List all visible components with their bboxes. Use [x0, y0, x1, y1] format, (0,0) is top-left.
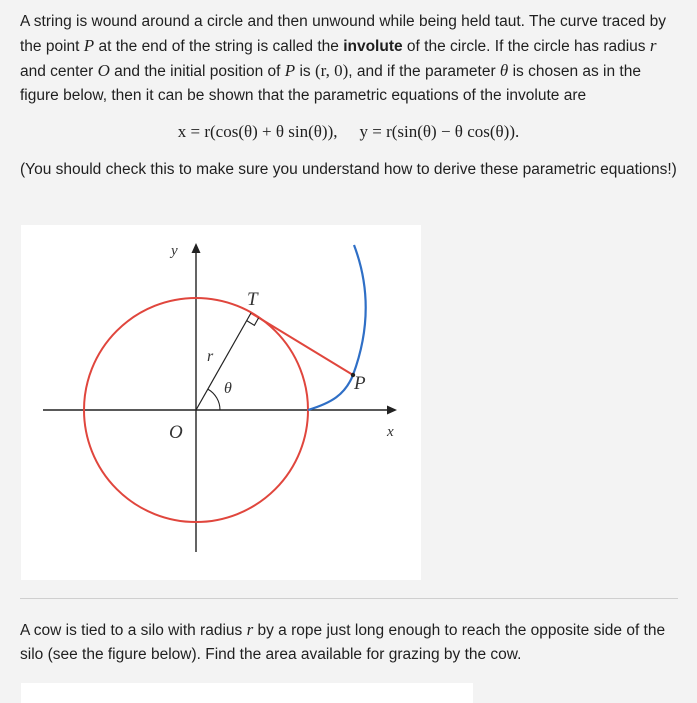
- right-angle-marker: [247, 318, 259, 326]
- intro-text-2: at the end of the string is called the: [94, 38, 344, 55]
- involute-figure: [21, 225, 421, 580]
- cow-text-2: by a rope just long enough to reach the opposite side of the silo (see the figure below). Find the area available for grazing by the cow.: [20, 622, 666, 663]
- symbol-o: O: [97, 61, 110, 80]
- section-divider: [20, 598, 678, 599]
- symbol-p: P: [83, 36, 95, 55]
- intro-text-1: A string is wound around a circle and then unwound while being held taut. The curve traced by the point: [20, 13, 666, 55]
- symbol-p-2: P: [284, 61, 296, 80]
- intro-text-3: of the circle. If the circle has radius: [402, 38, 650, 55]
- equation-y: y = r(sin(θ) − θ cos(θ)).: [359, 122, 520, 141]
- tangent-string: [251, 313, 353, 375]
- label-theta: θ: [224, 380, 232, 397]
- initial-position: (r, 0): [314, 61, 349, 80]
- label-x: x: [387, 424, 394, 440]
- symbol-theta: θ: [499, 61, 509, 80]
- label-y: y: [171, 243, 178, 259]
- cow-paragraph: [20, 618, 680, 667]
- involute-term: involute: [343, 38, 403, 55]
- note-paragraph: (You should check this to make sure you understand how to derive these parametric equations!): [20, 161, 677, 178]
- intro-paragraph: [20, 10, 680, 108]
- parametric-equations: [0, 122, 697, 142]
- x-axis-arrow-icon: [387, 406, 397, 415]
- intro-text-6: is: [295, 63, 315, 80]
- label-t: T: [247, 289, 258, 310]
- intro-text-4: and center: [20, 63, 98, 80]
- silo-figure: [21, 683, 473, 703]
- y-axis-arrow-icon: [192, 243, 201, 253]
- label-p: P: [354, 373, 366, 394]
- involute-diagram: [21, 225, 421, 580]
- cow-symbol-r: r: [246, 620, 254, 639]
- cow-text-1: A cow is tied to a silo with radius: [20, 622, 247, 639]
- equation-x: x = r(cos(θ) + θ sin(θ)),: [177, 122, 338, 141]
- symbol-r: r: [649, 36, 657, 55]
- intro-text-7: , and if the parameter: [348, 63, 500, 80]
- intro-text-8: is chosen as in the figure below, then it can be shown that the parametric equations of the involute are: [20, 63, 641, 104]
- label-r: r: [207, 348, 214, 365]
- theta-arc: [208, 389, 220, 410]
- intro-text-5: and the initial position of: [109, 63, 285, 80]
- label-o: O: [169, 422, 183, 443]
